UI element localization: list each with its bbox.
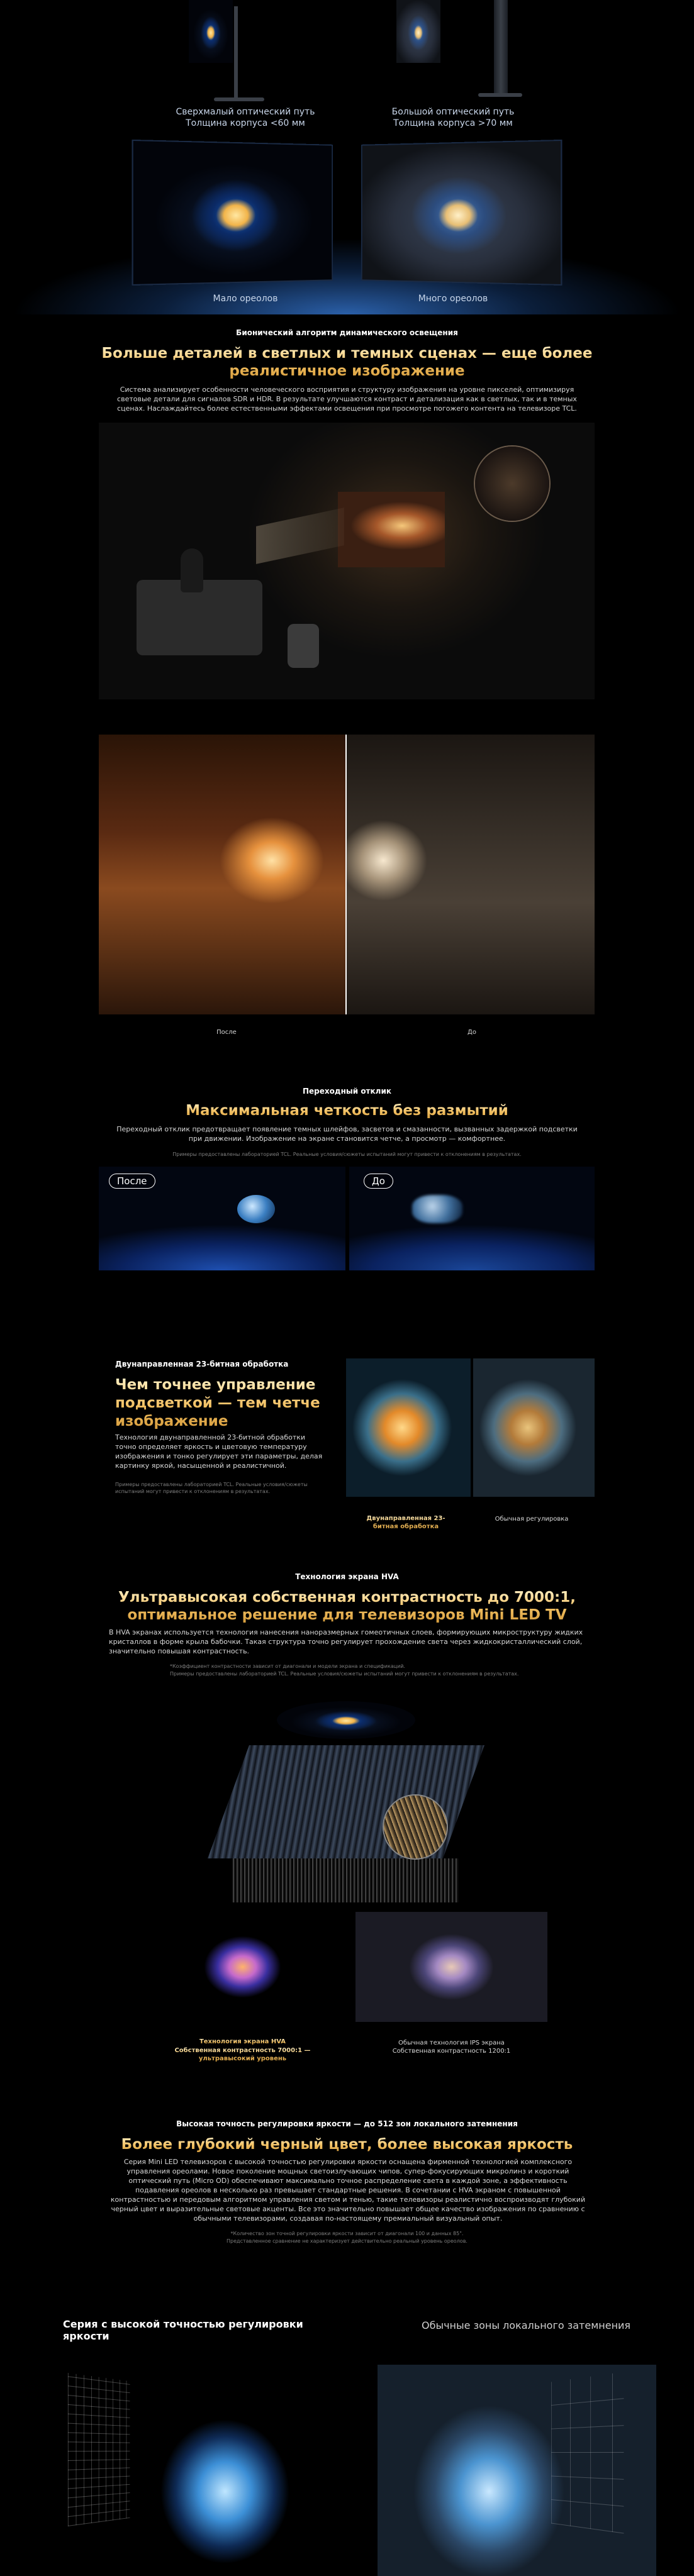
- dimming-title: Более глубокий черный цвет, более высокая яркость: [94, 2136, 600, 2153]
- ball-before: [412, 1195, 462, 1223]
- cave-before-image: [346, 735, 595, 1014]
- dimming-note-1: *Количество зон точной регулировки яркости зависит от диагонали 100 и данных 85".: [230, 2231, 464, 2236]
- after-label: После: [216, 1029, 237, 1036]
- hva-text: В HVA экранах используется технология нанесения наноразмерных гомеотичных слоев, формирующих микроструктуру жидких кристаллов в форме крыла бабочки. Такая структура точно регулирует прохождение света через жидкокристаллический слой, значительно повышая контрастность.: [109, 1628, 583, 1655]
- light-beam: [256, 508, 344, 564]
- slider-divider[interactable]: [345, 735, 347, 1014]
- precise-zone-grid: [68, 2373, 130, 2526]
- hva-flower-image: [147, 1912, 339, 2022]
- thin-tv-base: [214, 97, 264, 101]
- bit23-note: Примеры предоставлены лабораторией TCL. Реальные условия/сюжеты испытаний могут привести к отклонениям в результатах.: [115, 1482, 308, 1494]
- dimming-normal-image: [378, 2365, 656, 2576]
- top-section: [0, 0, 694, 314]
- bionic-title: Больше деталей в светлых и темных сценах — еще более реалистичное изображение: [101, 345, 593, 379]
- right-caption-2: Толщина корпуса >70 мм: [393, 118, 513, 128]
- thick-tv-base: [478, 93, 522, 97]
- bit23-text: Технология двунаправленной 23-битной обработки точно определяет яркость и цветовую температуру изображения и тонко регулирует эти параметры, делая картинку яркой, насыщенной и реалистичной.: [115, 1433, 323, 1470]
- normal-zone-grid: [551, 2372, 624, 2533]
- hva-structure-image: [208, 1701, 491, 1902]
- bit23-normal-image: [473, 1358, 595, 1497]
- hva-note-1: *Коэффициент контрастности зависит от диагонали и модели экрана и спецификаций.: [170, 1663, 406, 1669]
- hva-caption-right-2: Собственная контрастность 1200:1: [392, 2048, 511, 2055]
- hva-light-rays: [233, 1858, 459, 1902]
- cave-after-image: [99, 735, 346, 1014]
- pill-before: До: [364, 1174, 393, 1189]
- left-caption-1: Сверхмалый оптический путь: [176, 107, 315, 117]
- low-halo-label: Мало ореолов: [213, 294, 278, 304]
- left-caption-2: Толщина корпуса <60 мм: [186, 118, 305, 128]
- home-theater-image: [99, 423, 595, 699]
- thick-tv-image: [396, 0, 440, 63]
- dimming-left-heading: Серия с высокой точностью регулировки яркости: [63, 2318, 303, 2342]
- tv-low-halo-image: [133, 141, 332, 284]
- bit23-processed-image: [346, 1358, 471, 1497]
- motion-note: Примеры предоставлены лабораторией TCL. Реальные условия/сюжеты испытаний могут привести к отклонениям в результатах.: [172, 1152, 522, 1157]
- bit23-kicker: Двунаправленная 23-битная обработка: [115, 1360, 289, 1368]
- right-caption-1: Большой оптический путь: [391, 107, 515, 117]
- motion-kicker: Переходный отклик: [303, 1087, 391, 1096]
- thick-tv-stand: [494, 0, 508, 94]
- dimming-precise-image: [38, 2365, 340, 2576]
- bionic-text: Система анализирует особенности человеческого восприятия и структуру изображения на уровне пикселей, оптимизируя световые детали для сигналов SDR и HDR. В результате улучшаются контраст и детализация как в светлых, так и в темных сценах. Наслаждайтесь более естественными эффектами освещения при просмотре погожего контента на телевизоре TCL.: [117, 386, 577, 413]
- before-label: До: [467, 1029, 476, 1036]
- bit23-caption-right: Обычная регулировка: [495, 1516, 569, 1523]
- projected-screen: [338, 492, 445, 567]
- zoom-circle: [475, 447, 549, 521]
- bionic-kicker: Бионический алгоритм динамического освещения: [236, 328, 458, 337]
- dimming-text: Серия Mini LED телевизоров с высокой точностью регулировки яркости оснащена фирменной технологией комплексного управления ореолами. Новое поколение мощных светоизлучающих чипов, супер-фокусирующих микролинз и короткий оптический путь (Micro OD) обеспечивают максимально точное распределение света в каждой зоне, а эффективность подавления ореолов в несколько раз превышает стандартные решения. В сочетании с HVA экраном с повышенной контрастностью и передовым алгоритмом управления светом и тенью, такие телевизоры реалистично воспроизводят глубокий черный цвет и выразительные световые акценты. Все это значительно повышает общее качество изображения по сравнению с обычными телевизорами, создавая по-настоящему премиальный визуальный опыт.: [110, 2158, 586, 2223]
- hva-caption-left-1: Технология экрана HVA: [147, 2038, 339, 2045]
- ips-flower-image: [355, 1912, 547, 2022]
- dimming-right-heading: Обычные зоны локального затемнения: [422, 2319, 631, 2331]
- thin-tv-stand: [234, 6, 238, 101]
- motion-title: Максимальная четкость без размытий: [94, 1102, 600, 1119]
- hva-title: Ультравысокая собственная контрастность до 7000:1, оптимальное решение для телевизоров Mini LED TV: [107, 1589, 587, 1624]
- bit23-caption-left: Двунаправленная 23-битная обработка: [355, 1514, 456, 1531]
- high-halo-label: Много ореолов: [418, 294, 488, 304]
- dimming-kicker: Высокая точность регулировки яркости — до 512 зон локального затемнения: [176, 2119, 518, 2128]
- person-silhouette: [181, 548, 203, 592]
- tv-high-halo-image: [362, 141, 561, 284]
- pill-after: После: [109, 1174, 155, 1189]
- hva-zoom-circle: [384, 1796, 447, 1858]
- bit23-title: Чем точнее управление подсветкой — тем четче изображение: [115, 1376, 329, 1431]
- projector-shape: [288, 624, 319, 668]
- hva-top-flower: [277, 1701, 415, 1739]
- hva-caption-left-2: Собственная контрастность 7000:1 — ультравысокий уровень: [159, 2046, 326, 2063]
- thin-tv-image: [189, 0, 233, 63]
- dimming-note-2: Представленное сравнение не характеризует действительно реальный уровень ореолов.: [227, 2238, 467, 2244]
- hva-kicker: Технология экрана HVA: [295, 1572, 399, 1581]
- hva-note-2: Примеры предоставлены лабораторией TCL. Реальные условия/сюжеты испытаний могут привести к отклонениям в результатах.: [170, 1671, 519, 1677]
- hva-caption-right-1: Обычная технология IPS экрана: [398, 2040, 505, 2046]
- ball-after: [237, 1195, 275, 1223]
- motion-text: Переходный отклик предотвращает появление темных шлейфов, засветов и смазанности, вызванных задержкой подсветки при движении. Изображение на экране становится четче, а просмотр — комфортнее.: [116, 1125, 578, 1143]
